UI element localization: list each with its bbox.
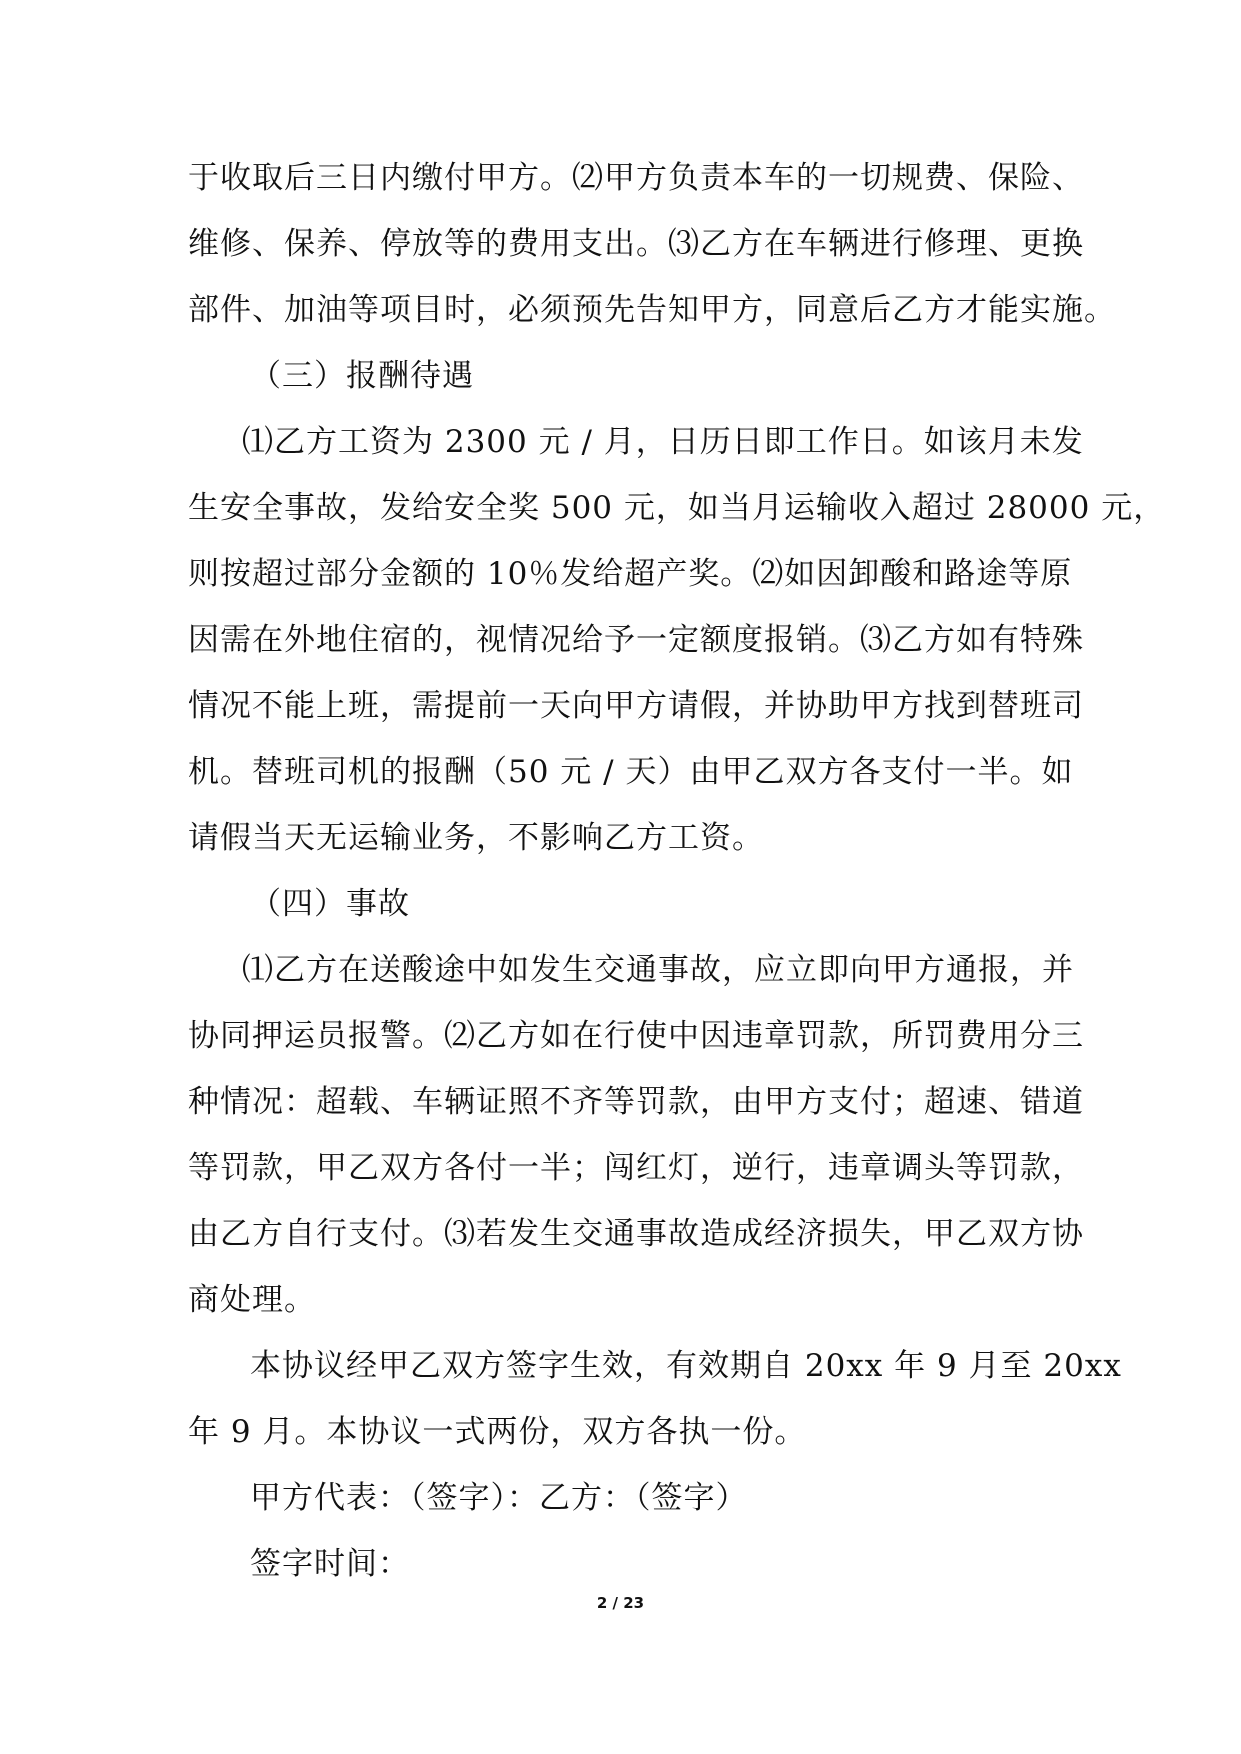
paragraph-line: ⑴乙方工资为 2300 元 / 月，日历日即工作日。如该月未发: [242, 424, 1084, 460]
paragraph-line: 请假当天无运输业务，不影响乙方工资。: [188, 820, 764, 856]
paragraph-line: 则按超过部分金额的 10％发给超产奖。⑵如因卸酸和路途等原: [188, 556, 1073, 592]
paragraph-line: 种情况：超载、车辆证照不齐等罚款，由甲方支付；超速、错道: [188, 1084, 1084, 1120]
section-heading: （四）事故: [250, 886, 410, 922]
paragraph-line: 部件、加油等项目时，必须预先告知甲方，同意后乙方才能实施。: [188, 292, 1116, 328]
signature-date-line: 签字时间：: [250, 1546, 410, 1582]
paragraph-line: 于收取后三日内缴付甲方。⑵甲方负责本车的一切规费、保险、: [188, 160, 1084, 196]
paragraph-line: 维修、保养、停放等的费用支出。⑶乙方在车辆进行修理、更换: [188, 226, 1084, 262]
paragraph-line: 年 9 月。本协议一式两份，双方各执一份。: [188, 1414, 807, 1450]
page-number: 2 / 23: [596, 1594, 645, 1612]
paragraph-line: 协同押运员报警。⑵乙方如在行使中因违章罚款，所罚费用分三: [188, 1018, 1084, 1054]
paragraph-line: 本协议经甲乙双方签字生效，有效期自 20xx 年 9 月至 20xx: [250, 1348, 1122, 1384]
paragraph-line: 等罚款，甲乙双方各付一半；闯红灯，逆行，违章调头等罚款，: [188, 1150, 1084, 1186]
paragraph-line: 因需在外地住宿的，视情况给予一定额度报销。⑶乙方如有特殊: [188, 622, 1084, 658]
paragraph-line: 情况不能上班，需提前一天向甲方请假，并协助甲方找到替班司: [188, 688, 1084, 724]
paragraph-line: 商处理。: [188, 1282, 316, 1318]
paragraph-line: ⑴乙方在送酸途中如发生交通事故，应立即向甲方通报，并: [242, 952, 1074, 988]
paragraph-line: 由乙方自行支付。⑶若发生交通事故造成经济损失，甲乙双方协: [188, 1216, 1084, 1252]
section-heading: （三）报酬待遇: [250, 358, 474, 394]
paragraph-line: 生安全事故，发给安全奖 500 元，如当月运输收入超过 28000 元，: [188, 490, 1166, 526]
paragraph-line: 机。替班司机的报酬（50 元 / 天）由甲乙双方各支付一半。如: [188, 754, 1074, 790]
signature-line: 甲方代表：（签字）：乙方：（签字）: [250, 1480, 748, 1516]
